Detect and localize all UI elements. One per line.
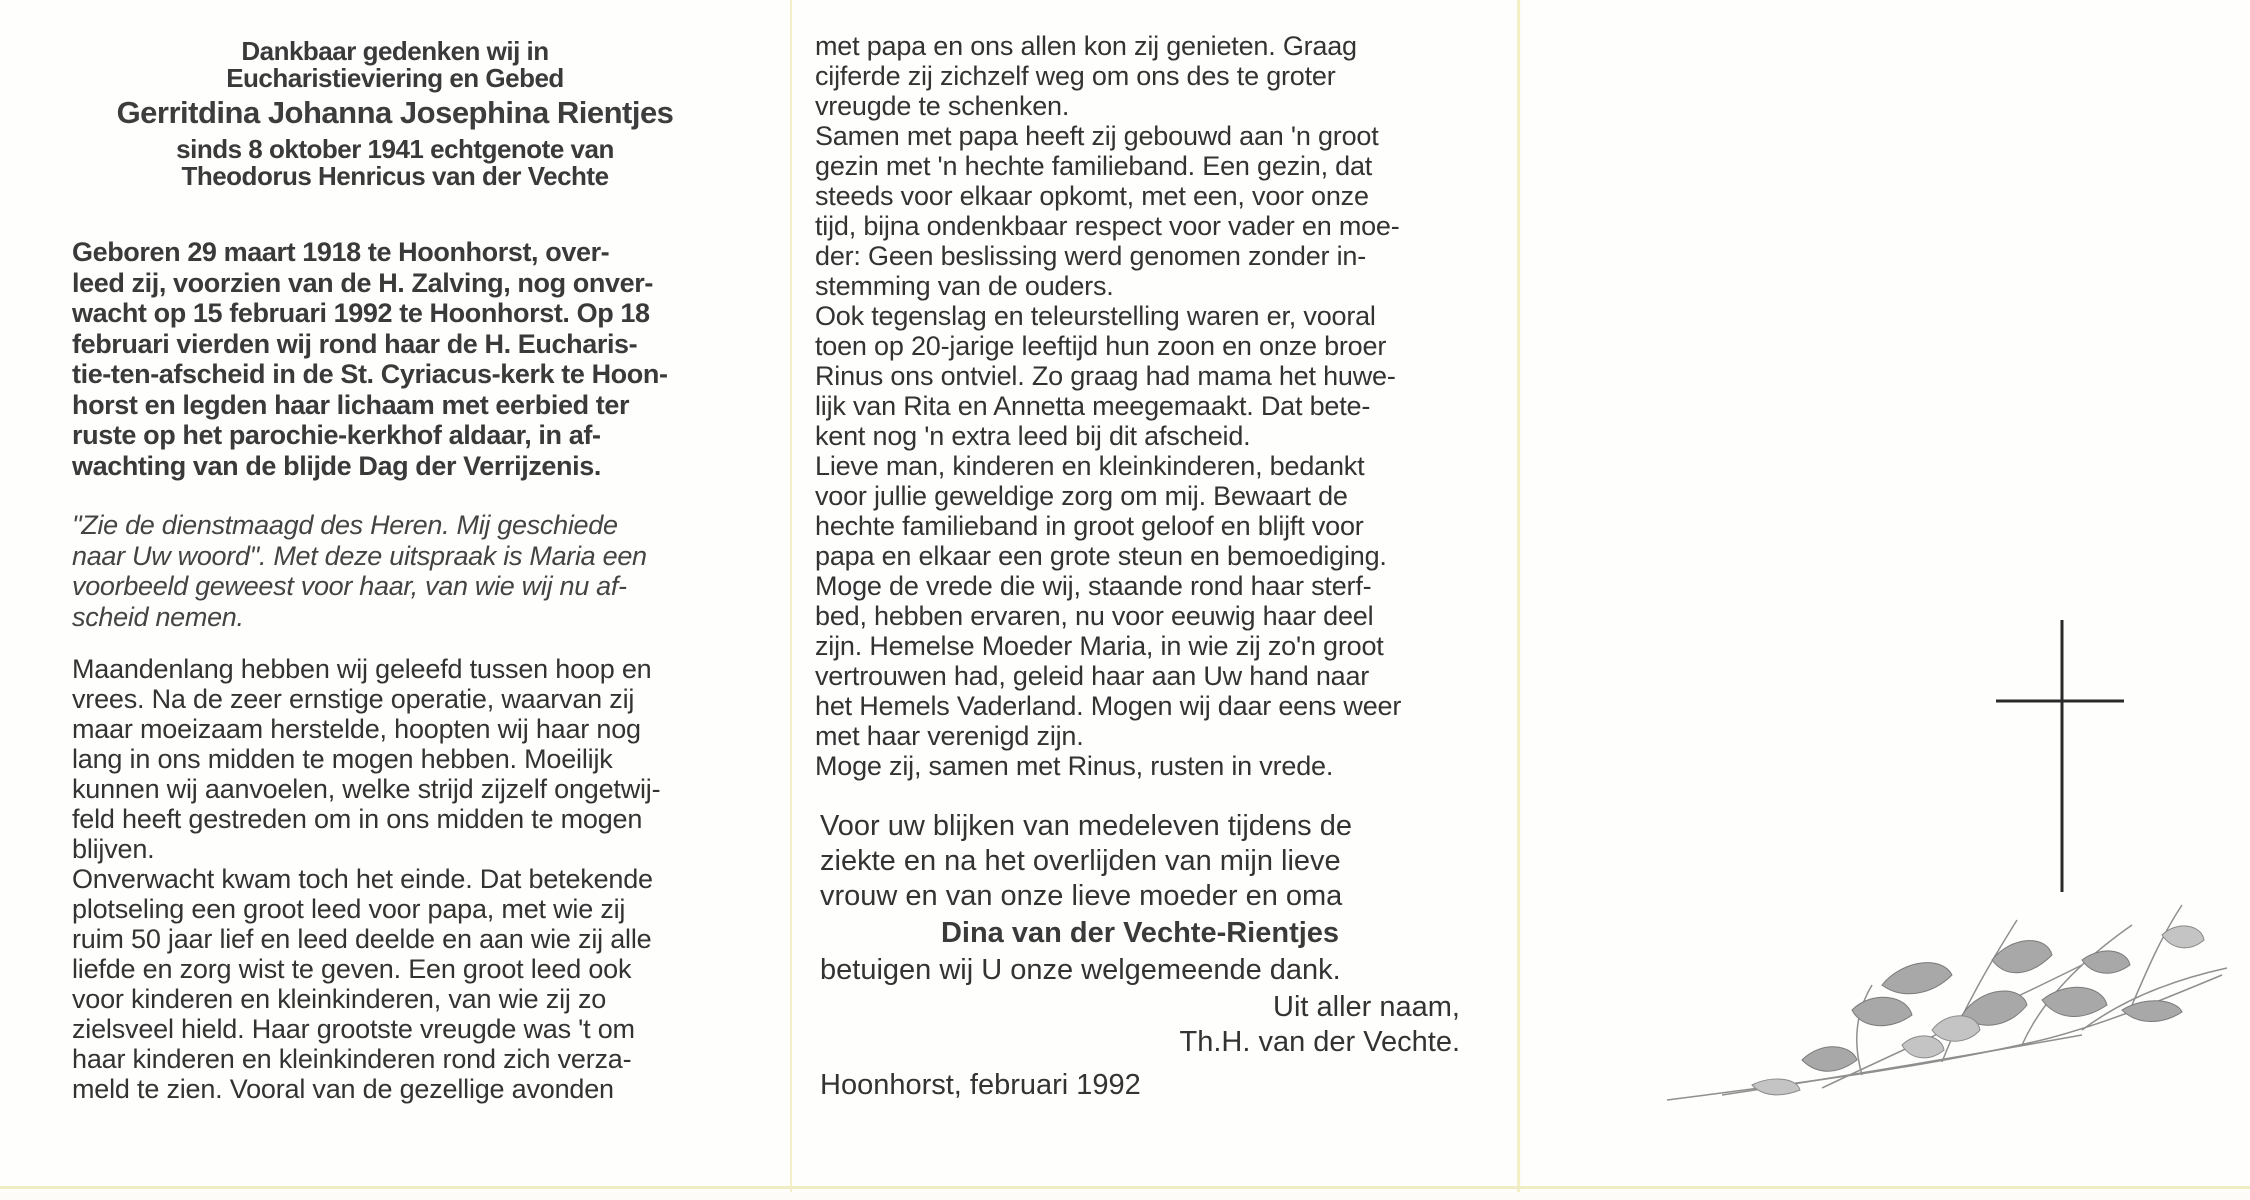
bio-line: tie-ten-afscheid in de St. Cyriacus-kerk te Hoon- [72, 359, 668, 389]
signature-line-2: Th.H. van der Vechte. [1179, 1026, 1460, 1058]
body-line: zijn. Hemelse Moeder Maria, in wie zij zo'n groot [815, 631, 1384, 661]
bio-line: februari vierden wij rond haar de H. Eucharis- [72, 328, 638, 359]
body-line: lang in ons midden te mogen hebben. Moeilijk [72, 744, 613, 774]
thanks-line: betuigen wij U onze welgemeende dank. [820, 954, 1341, 986]
biography [72, 237, 712, 481]
body-line: Onverwacht kwam toch het einde. Dat betekende [72, 864, 653, 894]
body-line: feld heeft gestreden om in ons midden te mogen [72, 804, 643, 834]
body-line: met papa en ons allen kon zij genieten. Graag [815, 31, 1357, 61]
body-line: zielsveel hield. Haar grootste vreugde was 't om [72, 1014, 635, 1044]
thanks-line: ziekte en na het overlijden van mijn lieve [820, 845, 1341, 877]
body-line: steeds voor elkaar opkomt, met een, voor onze [815, 181, 1369, 211]
header-block [60, 38, 730, 190]
body-line: Moge zij, samen met Rinus, rusten in vrede. [815, 751, 1334, 781]
body-line: papa en elkaar een grote steun en bemoediging. [815, 541, 1387, 571]
body-line: der: Geen beslissing werd genomen zonder in- [815, 241, 1367, 271]
header-line-2: Eucharistieviering en Gebed [226, 63, 564, 93]
bio-line: leed zij, voorzien van de H. Zalving, nog onver- [72, 267, 653, 298]
body-line: toen op 20-jarige leeftijd hun zoon en onze broer [815, 331, 1387, 361]
body-line: vrees. Na de zeer ernstige operatie, waarvan zij [72, 684, 635, 714]
right-panel [1522, 0, 2250, 1192]
body-line: plotseling een groot leed voor papa, met wie zij [72, 894, 626, 924]
quote-line: "Zie de dienstmaagd des Heren. Mij geschiede [72, 510, 618, 540]
widow-name: Dina van der Vechte-Rientjes [940, 917, 1340, 949]
header-line-4: Theodorus Henricus van der Vechte [181, 161, 609, 191]
body-line: tijd, bijna ondenkbaar respect voor vader en moe- [815, 211, 1400, 241]
header-line-3: sinds 8 oktober 1941 echtgenote van [176, 134, 614, 164]
body-line: bed, hebben ervaren, nu voor eeuwig haar deel [815, 601, 1374, 631]
quote-line: voorbeeld geweest voor haar, van wie wij nu af- [72, 571, 627, 601]
deceased-name: Gerritdina Johanna Josephina Rientjes [116, 95, 674, 130]
body-line: meld te zien. Vooral van de gezellige avonden [72, 1074, 614, 1104]
body-line: Moge de vrede die wij, staande rond haar sterf- [815, 571, 1372, 601]
quote-line: naar Uw woord". Met deze uitspraak is Maria een [72, 540, 647, 571]
body-line: het Hemels Vaderland. Mogen wij daar eens weer [815, 691, 1402, 721]
body-line: ruim 50 jaar lief en leed deelde en aan wie zij alle [72, 924, 652, 954]
body-line: lijk van Rita en Annetta meegemaakt. Dat bete- [815, 391, 1371, 421]
body-line: Maandenlang hebben wij geleefd tussen hoop en [72, 654, 652, 684]
body-line: Rinus ons ontviel. Zo graag had mama het huwe- [815, 361, 1396, 391]
body-line: hechte familieband in groot geloof en blijft voor [815, 511, 1364, 541]
body-line: gezin met 'n hechte familieband. Een gezin, dat [815, 151, 1373, 181]
card-bottom-edge [0, 1186, 2250, 1189]
body-line: Ook tegenslag en teleurstelling waren er, vooral [815, 301, 1376, 331]
bio-line: wacht op 15 februari 1992 te Hoonhorst. Op 18 [72, 298, 650, 328]
bio-line: Geboren 29 maart 1918 te Hoonhorst, over- [72, 237, 610, 267]
body-line: vreugde te schenken. [815, 91, 1070, 121]
middle-body-text [815, 31, 1485, 781]
body-line: vertrouwen had, geleid haar aan Uw hand naar [815, 661, 1370, 691]
bio-line: ruste op het parochie-kerkhof aldaar, in af- [72, 420, 601, 450]
body-line: liefde en zorg wist te geven. Een groot leed ook [72, 954, 632, 984]
body-line: maar moeizaam herstelde, hoopten wij haar nog [72, 714, 641, 744]
bio-line: horst en legden haar lichaam met eerbied ter [72, 389, 630, 420]
middle-panel [790, 0, 1520, 1192]
body-line: cijferde zij zichzelf weg om ons des te groter [815, 61, 1336, 91]
body-line: kent nog 'n extra leed bij dit afscheid. [815, 421, 1251, 451]
body-line: Samen met papa heeft zij gebouwd aan 'n groot [815, 121, 1379, 151]
body-line: stemming van de ouders. [815, 271, 1114, 301]
body-line: haar kinderen en kleinkinderen rond zich verza- [72, 1044, 632, 1074]
quote [72, 510, 712, 632]
body-line: kunnen wij aanvoelen, welke strijd zijzelf ongetwij- [72, 774, 661, 804]
body-line: Lieve man, kinderen en kleinkinderen, bedankt [815, 451, 1365, 481]
body-line: met haar verenigd zijn. [815, 721, 1084, 751]
body-line: voor jullie geweldige zorg om mij. Bewaart de [815, 481, 1348, 511]
left-body-text [72, 654, 712, 1104]
signature-line-1: Uit aller naam, [1273, 991, 1460, 1023]
body-line: blijven. [72, 834, 155, 864]
thanks-line: Voor uw blijken van medeleven tijdens de [820, 810, 1352, 842]
body-line: voor kinderen en kleinkinderen, van wie zij zo [72, 984, 607, 1014]
header-line-1: Dankbaar gedenken wij in [241, 36, 549, 66]
thanks-line: vrouw en van onze lieve moeder en oma [820, 880, 1343, 912]
left-panel [0, 0, 790, 1192]
thanks-block [820, 809, 1460, 1103]
place-date: Hoonhorst, februari 1992 [820, 1069, 1141, 1101]
bio-line: wachting van de blijde Dag der Verrijzenis. [72, 450, 601, 481]
floral-sprig-icon [1522, 0, 2250, 1192]
quote-line: scheid nemen. [72, 601, 244, 632]
